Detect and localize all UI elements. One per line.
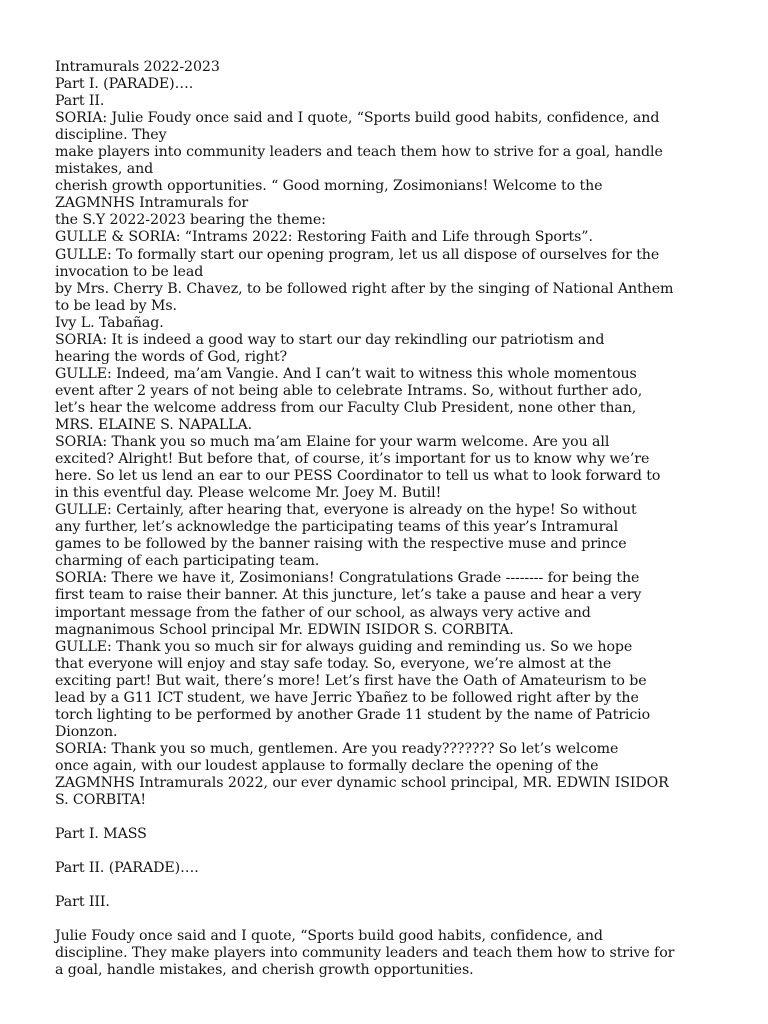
- text-line: ZAGMNHS Intramurals 2022, our ever dynamic school principal, MR. EDWIN ISIDOR: [55, 774, 669, 791]
- text-line: discipline. They: [55, 127, 167, 144]
- script-body: [55, 59, 755, 809]
- text-line: GULLE: To formally start our opening program, let us all dispose of ourselves for the: [55, 246, 660, 263]
- part-mass-heading: Part I. MASS: [55, 826, 147, 843]
- text-line: magnanimous School principal Mr. EDWIN ISIDOR S. CORBITA.: [55, 621, 514, 638]
- text-line: Part II.: [55, 93, 105, 110]
- text-line: first team to raise their banner. At this juncture, let’s take a pause and hear a very: [55, 587, 642, 604]
- text-line: make players into community leaders and teach them how to strive for a goal, handle: [55, 144, 663, 161]
- text-line: any further, let’s acknowledge the participating teams of this year’s Intramural: [55, 519, 619, 536]
- text-line: lead by a G11 ICT student, we have Jerric Ybañez to be followed right after by the: [55, 689, 639, 706]
- text-line: GULLE & SORIA: “Intrams 2022: Restoring Faith and Life through Sports”.: [55, 229, 593, 246]
- text-line: here. So let us lend an ear to our PESS Coordinator to tell us what to look forward to: [55, 468, 661, 485]
- part-parade-heading: Part II. (PARADE)….: [55, 860, 199, 877]
- text-line: Dionzon.: [55, 723, 118, 740]
- text-line: SORIA: Thank you so much, gentlemen. Are you ready??????? So let’s welcome: [55, 740, 619, 757]
- text-line: games to be followed by the banner raising with the respective muse and prince: [55, 536, 627, 553]
- text-line: Intramurals 2022-2023: [55, 59, 220, 75]
- text-line: GULLE: Thank you so much sir for always guiding and reminding us. So we hope: [55, 638, 633, 655]
- text-line: Part I. (PARADE)….: [55, 76, 194, 93]
- text-line: hearing the words of God, right?: [55, 348, 288, 365]
- text-line: exciting part! But wait, there’s more! Let’s first have the Oath of Amateurism to be: [55, 672, 647, 689]
- text-line: SORIA: Thank you so much ma’am Elaine for your warm welcome. Are you all: [55, 434, 610, 451]
- text-line: once again, with our loudest applause to formally declare the opening of the: [55, 757, 599, 774]
- text-line: event after 2 years of not being able to celebrate Intrams. So, without further ado,: [55, 382, 643, 399]
- spacer: [55, 809, 755, 826]
- text-line: SORIA: There we have it, Zosimonians! Congratulations Grade -------- for being the: [55, 570, 640, 587]
- text-line: Ivy L. Tabañag.: [55, 314, 164, 331]
- text-line: ZAGMNHS Intramurals for: [55, 195, 249, 212]
- text-line: important message from the father of our school, as always very active and: [55, 604, 591, 621]
- text-line: by Mrs. Cherry B. Chavez, to be followed right after by the singing of National Anthem: [55, 280, 674, 297]
- text-line: excited? Alright! But before that, of course, it’s important for us to know why we’re: [55, 451, 650, 468]
- text-line: cherish growth opportunities. “ Good morning, Zosimonians! Welcome to the: [55, 178, 603, 195]
- text-line: to be lead by Ms.: [55, 297, 177, 314]
- spacer: [55, 911, 755, 928]
- text-line: GULLE: Indeed, ma’am Vangie. And I can’t wait to witness this whole momentous: [55, 365, 637, 382]
- text-line: Julie Foudy once said and I quote, “Sports build good habits, confidence, and: [55, 928, 603, 945]
- text-line: invocation to be lead: [55, 263, 204, 280]
- text-line: discipline. They make players into community leaders and teach them how to strive for: [55, 945, 675, 962]
- text-line: that everyone will enjoy and stay safe today. So, everyone, we’re almost at the: [55, 655, 612, 672]
- text-line: MRS. ELAINE S. NAPALLA.: [55, 416, 253, 433]
- text-line: let’s hear the welcome address from our Faculty Club President, none other than,: [55, 399, 637, 416]
- text-line: S. CORBITA!: [55, 792, 146, 809]
- text-line: mistakes, and: [55, 161, 154, 178]
- closing-paragraph: [55, 928, 755, 979]
- text-line: a goal, handle mistakes, and cherish growth opportunities.: [55, 962, 474, 979]
- spacer: [55, 843, 755, 860]
- part-three-heading: Part III.: [55, 894, 110, 911]
- text-line: the S.Y 2022-2023 bearing the theme:: [55, 212, 326, 229]
- text-line: charming of each participating team.: [55, 553, 320, 570]
- spacer: [55, 877, 755, 894]
- text-line: GULLE: Certainly, after hearing that, everyone is already on the hype! So without: [55, 502, 637, 519]
- text-line: SORIA: It is indeed a good way to start our day rekindling our patriotism and: [55, 331, 605, 348]
- text-line: SORIA: Julie Foudy once said and I quote, “Sports build good habits, confidence, and: [55, 110, 660, 127]
- document-page: [55, 59, 755, 980]
- text-line: torch lighting to be performed by another Grade 11 student by the name of Patricio: [55, 706, 651, 723]
- text-line: in this eventful day. Please welcome Mr. Joey M. Butil!: [55, 485, 442, 502]
